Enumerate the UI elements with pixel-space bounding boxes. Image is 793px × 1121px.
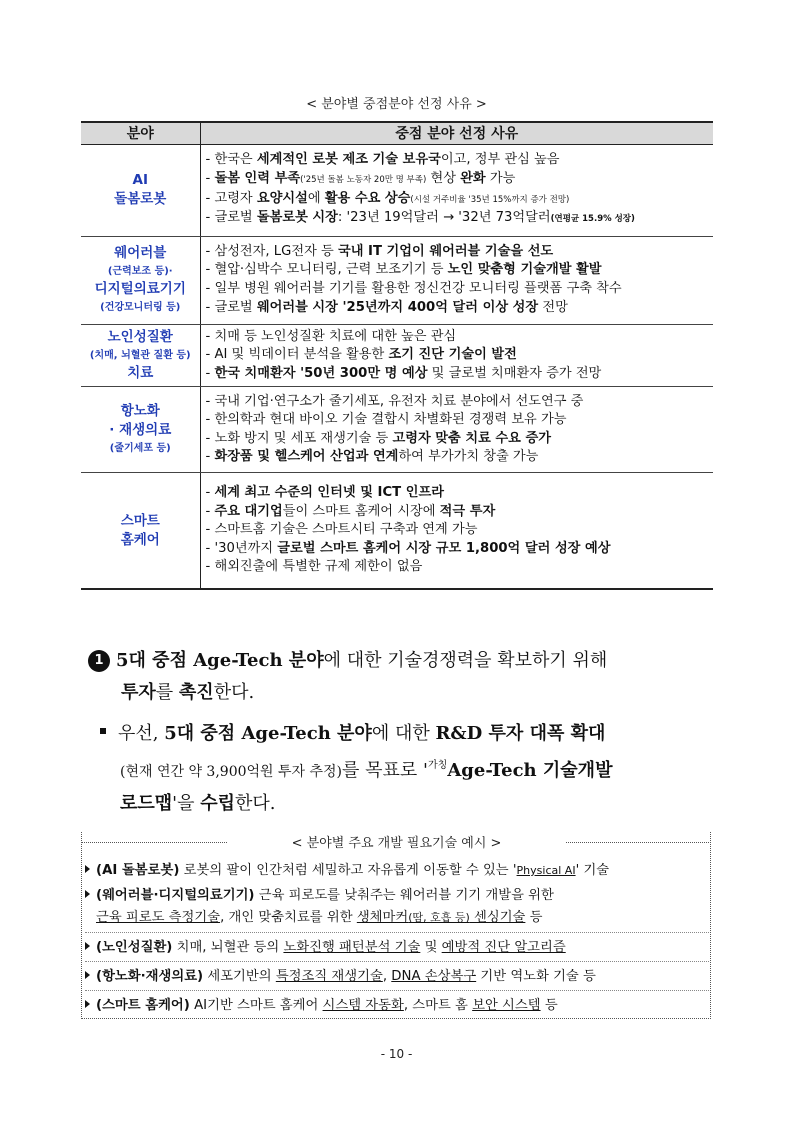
field-label: · 재생의료 <box>109 422 172 439</box>
reason-line: - 한국 치매환자 '50년 300만 명 예상 및 글로벌 치매환자 증가 전망 <box>205 365 602 381</box>
field-cell <box>81 387 200 473</box>
tech-item: (웨어러블·디지털의료기기) 근육 피로도를 낮춰주는 웨어러블 기기 개발을 위한 근육 피로도 측정기술, 개인 맞춤치료를 위한 생체마커(땀, 호흡 등) 센싱기술 등 <box>85 885 705 929</box>
triangle-bullet-icon <box>85 971 90 979</box>
field-label: 홈케어 <box>120 531 160 548</box>
table-row <box>81 387 713 473</box>
reason-line: - 국내 기업·연구소가 줄기세포, 유전자 치료 분야에서 선도연구 중 <box>205 393 584 409</box>
table-row <box>81 324 713 387</box>
field-cell <box>81 236 200 324</box>
field-sublabel: (치매, 뇌혈관 질환 등) <box>89 349 191 361</box>
reason-line: - 해외진출에 특별한 규제 제한이 없음 <box>205 559 423 575</box>
reason-line: - 한국은 세계적인 로봇 제조 기술 보유국이고, 정부 관심 높음 <box>205 152 560 168</box>
field-cell <box>81 144 200 236</box>
reasons-cell <box>200 144 713 236</box>
reason-line: - 노화 방지 및 세포 재생기술 등 고령자 맞춤 치료 수요 증가 <box>205 430 551 446</box>
reasons-cell <box>200 387 713 473</box>
paragraph-roadmap: 우선, 5대 중점 Age-Tech 분야에 대한 R&D 투자 대폭 확대 (현재 연간 약 3,900억원 투자 추정)를 목표로 '$^{가칭}Age$-Tech 기술개발 로드맵'을 수립한다. <box>100 718 726 820</box>
table-caption: < 분야별 중점분야 선정 사유 > <box>306 97 487 112</box>
focus-areas-table <box>81 121 713 590</box>
triangle-bullet-icon <box>85 942 90 950</box>
field-label: 노인성질환 <box>107 328 173 345</box>
field-label: 치료 <box>127 364 154 381</box>
reason-line: - 글로벌 돌봄로봇 시장: '23년 19억달러 → '32년 73억달러(연평균 15.9% 성장) <box>205 210 635 226</box>
field-label: AI <box>132 172 148 188</box>
reasons-cell <box>200 236 713 324</box>
header-field: 분야 <box>81 122 200 144</box>
tech-item: (항노화·재생의료) 세포기반의 특정조직 재생기술, DNA 손상복구 기반 역노화 기술 등 <box>85 966 705 988</box>
table-row <box>81 473 713 589</box>
table-row <box>81 236 713 324</box>
reason-line: - 한의학과 현대 바이오 기술 결합시 차별화된 경쟁력 보유 가능 <box>205 412 567 428</box>
reasons-cell <box>200 324 713 387</box>
field-label: 디지털의료기기 <box>94 281 186 297</box>
page-number: - 10 - <box>380 1047 413 1061</box>
field-cell <box>81 473 200 589</box>
reason-line: - 혈압·심박수 모니터링, 근력 보조기기 등 노인 맞춤형 기술개발 활발 <box>205 262 602 278</box>
field-sublabel: (건강모니터링 등) <box>100 302 181 313</box>
tech-item: (노인성질환) 치매, 뇌혈관 등의 노화진행 패턴분석 기술 및 예방적 진단 알고리즘 <box>85 937 705 959</box>
reason-line: - 치매 등 노인성질환 치료에 대한 높은 관심 <box>205 328 457 344</box>
reason-line: - 세계 최고 수준의 인터넷 및 ICT 인프라 <box>205 485 444 501</box>
reason-line: - 고령자 요양시설에 활용 수요 상승(시설 거주비율 '35년 15%까지 증가 전망) <box>205 190 570 206</box>
header-reasons: 중점 분야 선정 사유 <box>200 122 713 144</box>
field-label: 돌봄로봇 <box>114 191 167 207</box>
paragraph-investment: 1 5대 중점 Age-Tech 분야에 대한 기술경쟁력을 확보하기 위해 투자를 촉진한다. <box>88 645 728 709</box>
number-marker: 1 <box>88 650 110 672</box>
triangle-bullet-icon <box>85 890 90 898</box>
field-cell <box>81 324 200 387</box>
square-bullet-icon <box>100 728 106 734</box>
table-header-row <box>81 122 713 144</box>
field-sublabel: (줄기세포 등) <box>109 443 171 455</box>
reason-line: - 화장품 및 헬스케어 산업과 연계하여 부가가치 창출 가능 <box>205 449 539 465</box>
reason-line: - 주요 대기업들이 스마트 홈케어 시장에 적극 투자 <box>205 503 496 519</box>
field-label: 웨어러블 <box>114 245 167 261</box>
box-caption: < 분야별 주요 개발 필요기술 예시 > <box>227 832 566 851</box>
tech-item: (스마트 홈케어) AI기반 스마트 홈케어 시스템 자동화, 스마트 홈 보안 시스템 등 <box>85 995 705 1017</box>
reason-line: - 일부 병원 웨어러블 기기를 활용한 정신건강 모니터링 플랫폼 구축 착수 <box>205 281 622 296</box>
table-row <box>81 144 713 236</box>
reason-line: - AI 및 빅데이터 분석을 활용한 조기 진단 기술이 발전 <box>205 347 517 363</box>
field-label: 항노화 <box>120 403 160 420</box>
triangle-bullet-icon <box>85 865 90 873</box>
reason-line: - 스마트홈 기술은 스마트시티 구축과 연계 가능 <box>205 522 478 538</box>
triangle-bullet-icon <box>85 1000 90 1008</box>
reason-line: - 돌봄 인력 부족('25년 돌봄 노동자 20만 명 부족) 현상 완화 가능 <box>205 170 516 186</box>
field-sublabel: (근력보조 등)· <box>107 266 173 277</box>
reason-line: - 삼성전자, LG전자 등 국내 IT 기업이 웨어러블 기술을 선도 <box>205 243 554 259</box>
tech-item: (AI 돌봄로봇) 로봇의 팔이 인간처럼 세밀하고 자유롭게 이동할 수 있는 'Physical AI' 기술 <box>85 860 705 882</box>
reasons-cell <box>200 473 713 589</box>
reason-line: - 글로벌 웨어러블 시장 '25년까지 400억 달러 이상 성장 전망 <box>205 299 568 315</box>
reason-line: - '30년까지 글로벌 스마트 홈케어 시장 규모 1,800억 달러 성장 예상 <box>205 540 611 556</box>
field-label: 스마트 <box>120 512 160 529</box>
